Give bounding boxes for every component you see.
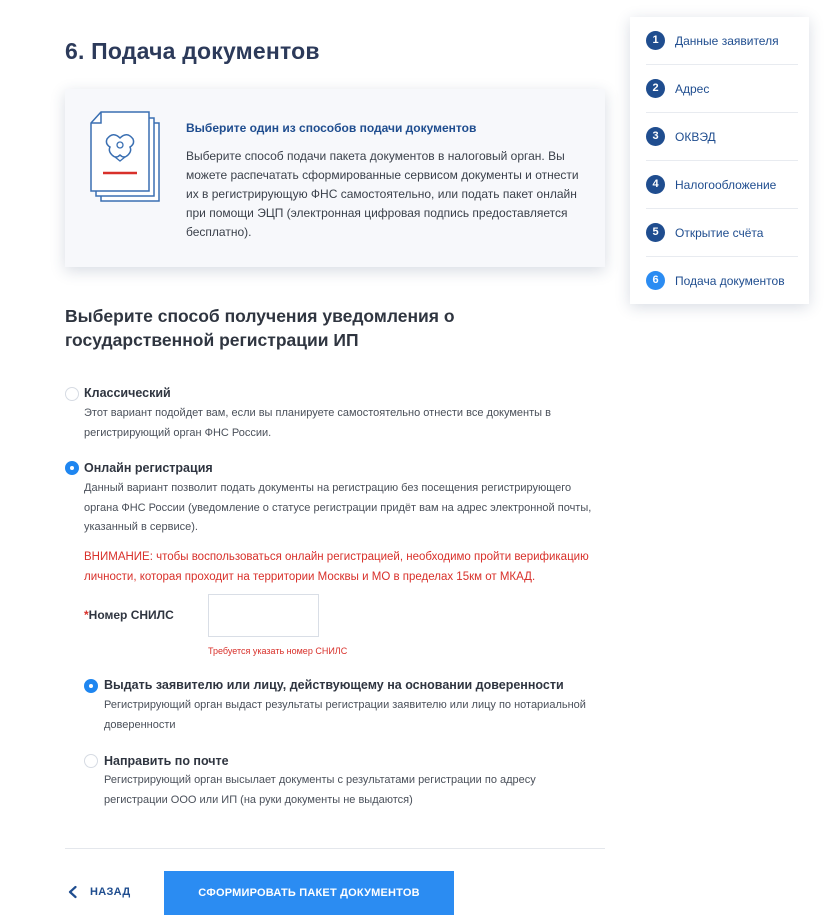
step-label[interactable]: Данные заявителя	[675, 34, 779, 48]
option-mail-description: Регистрирующий орган высылает документы с результатами регистрации по адресу регистрации ООО или ИП (на руки документы не выдаются)	[104, 774, 536, 806]
option-applicant-description: Регистрирующий орган выдаст результаты регистрации заявителю или лицу по нотариальной доверенности	[104, 699, 586, 731]
step-label[interactable]: Открытие счёта	[675, 226, 764, 240]
radio-classic[interactable]	[65, 387, 79, 401]
tax-document-icon	[89, 109, 163, 205]
step-label[interactable]: Налогообложение	[675, 178, 777, 192]
step-item-3[interactable]	[646, 113, 798, 161]
section-heading: Выберите способ получения уведомления о государственной регистрации ИП	[65, 306, 455, 350]
step-item-1[interactable]	[646, 17, 798, 65]
page-title: 6. Подача документов	[65, 38, 320, 64]
option-mail-label[interactable]: Направить по почте	[104, 754, 229, 768]
online-warning: ВНИМАНИЕ: чтобы воспользоваться онлайн регистрацией, необходимо пройти верификацию личности, которая проходит на территории Москвы и МО в пределах 15км от МКАД.	[84, 551, 589, 583]
radio-mail[interactable]	[84, 754, 98, 768]
option-classic-label[interactable]: Классический	[84, 386, 171, 400]
back-label[interactable]: НАЗАД	[90, 886, 131, 898]
required-mark: *	[84, 608, 89, 622]
snils-input[interactable]	[208, 594, 319, 637]
step-label[interactable]: Подача документов	[675, 274, 785, 288]
snils-label	[84, 608, 174, 622]
step-number: 1	[646, 31, 665, 50]
step-number: 2	[646, 79, 665, 98]
step-number: 6	[646, 271, 665, 290]
step-label[interactable]: ОКВЭД	[675, 130, 716, 144]
step-label[interactable]: Адрес	[675, 82, 710, 96]
back-button[interactable]	[65, 884, 130, 900]
info-title: Выберите один из способов подачи документов	[186, 121, 477, 135]
steps-sidebar	[630, 17, 809, 304]
step-item-6[interactable]	[646, 257, 798, 305]
snils-label-text: Номер СНИЛС	[88, 608, 174, 622]
step-item-2[interactable]	[646, 65, 798, 113]
chevron-left-icon	[65, 884, 81, 900]
info-text: Выберите способ подачи пакета документов в налоговый орган. Вы можете распечатать сформированные сервисом документы и отнести их в регистрирующую ФНС самостоятельно, или подать пакет онлайн при помощи ЭЦП (электронная цифровая подпись предоставляется бесплатно).	[186, 149, 579, 239]
radio-online[interactable]	[65, 461, 79, 475]
option-classic-description: Этот вариант подойдет вам, если вы планируете самостоятельно отнести все документы в регистрирующий орган ФНС России.	[84, 407, 551, 439]
option-applicant-label[interactable]: Выдать заявителю или лицу, действующему на основании доверенности	[104, 678, 564, 692]
step-item-5[interactable]	[646, 209, 798, 257]
footer-divider	[65, 848, 605, 849]
step-item-4[interactable]	[646, 161, 798, 209]
step-number: 3	[646, 127, 665, 146]
step-number: 5	[646, 223, 665, 242]
option-online-description: Данный вариант позволит подать документы на регистрацию без посещения регистрирующего органа ФНС России (уведомление о статусе регистрации придёт вам на адрес электронной почты, указанный в сервисе).	[84, 482, 592, 533]
step-number: 4	[646, 175, 665, 194]
info-card	[65, 89, 605, 267]
snils-error: Требуется указать номер СНИЛС	[208, 646, 348, 656]
option-online-label[interactable]: Онлайн регистрация	[84, 461, 213, 475]
generate-package-button[interactable]: СФОРМИРОВАТЬ ПАКЕТ ДОКУМЕНТОВ	[164, 871, 454, 915]
radio-applicant[interactable]	[84, 679, 98, 693]
